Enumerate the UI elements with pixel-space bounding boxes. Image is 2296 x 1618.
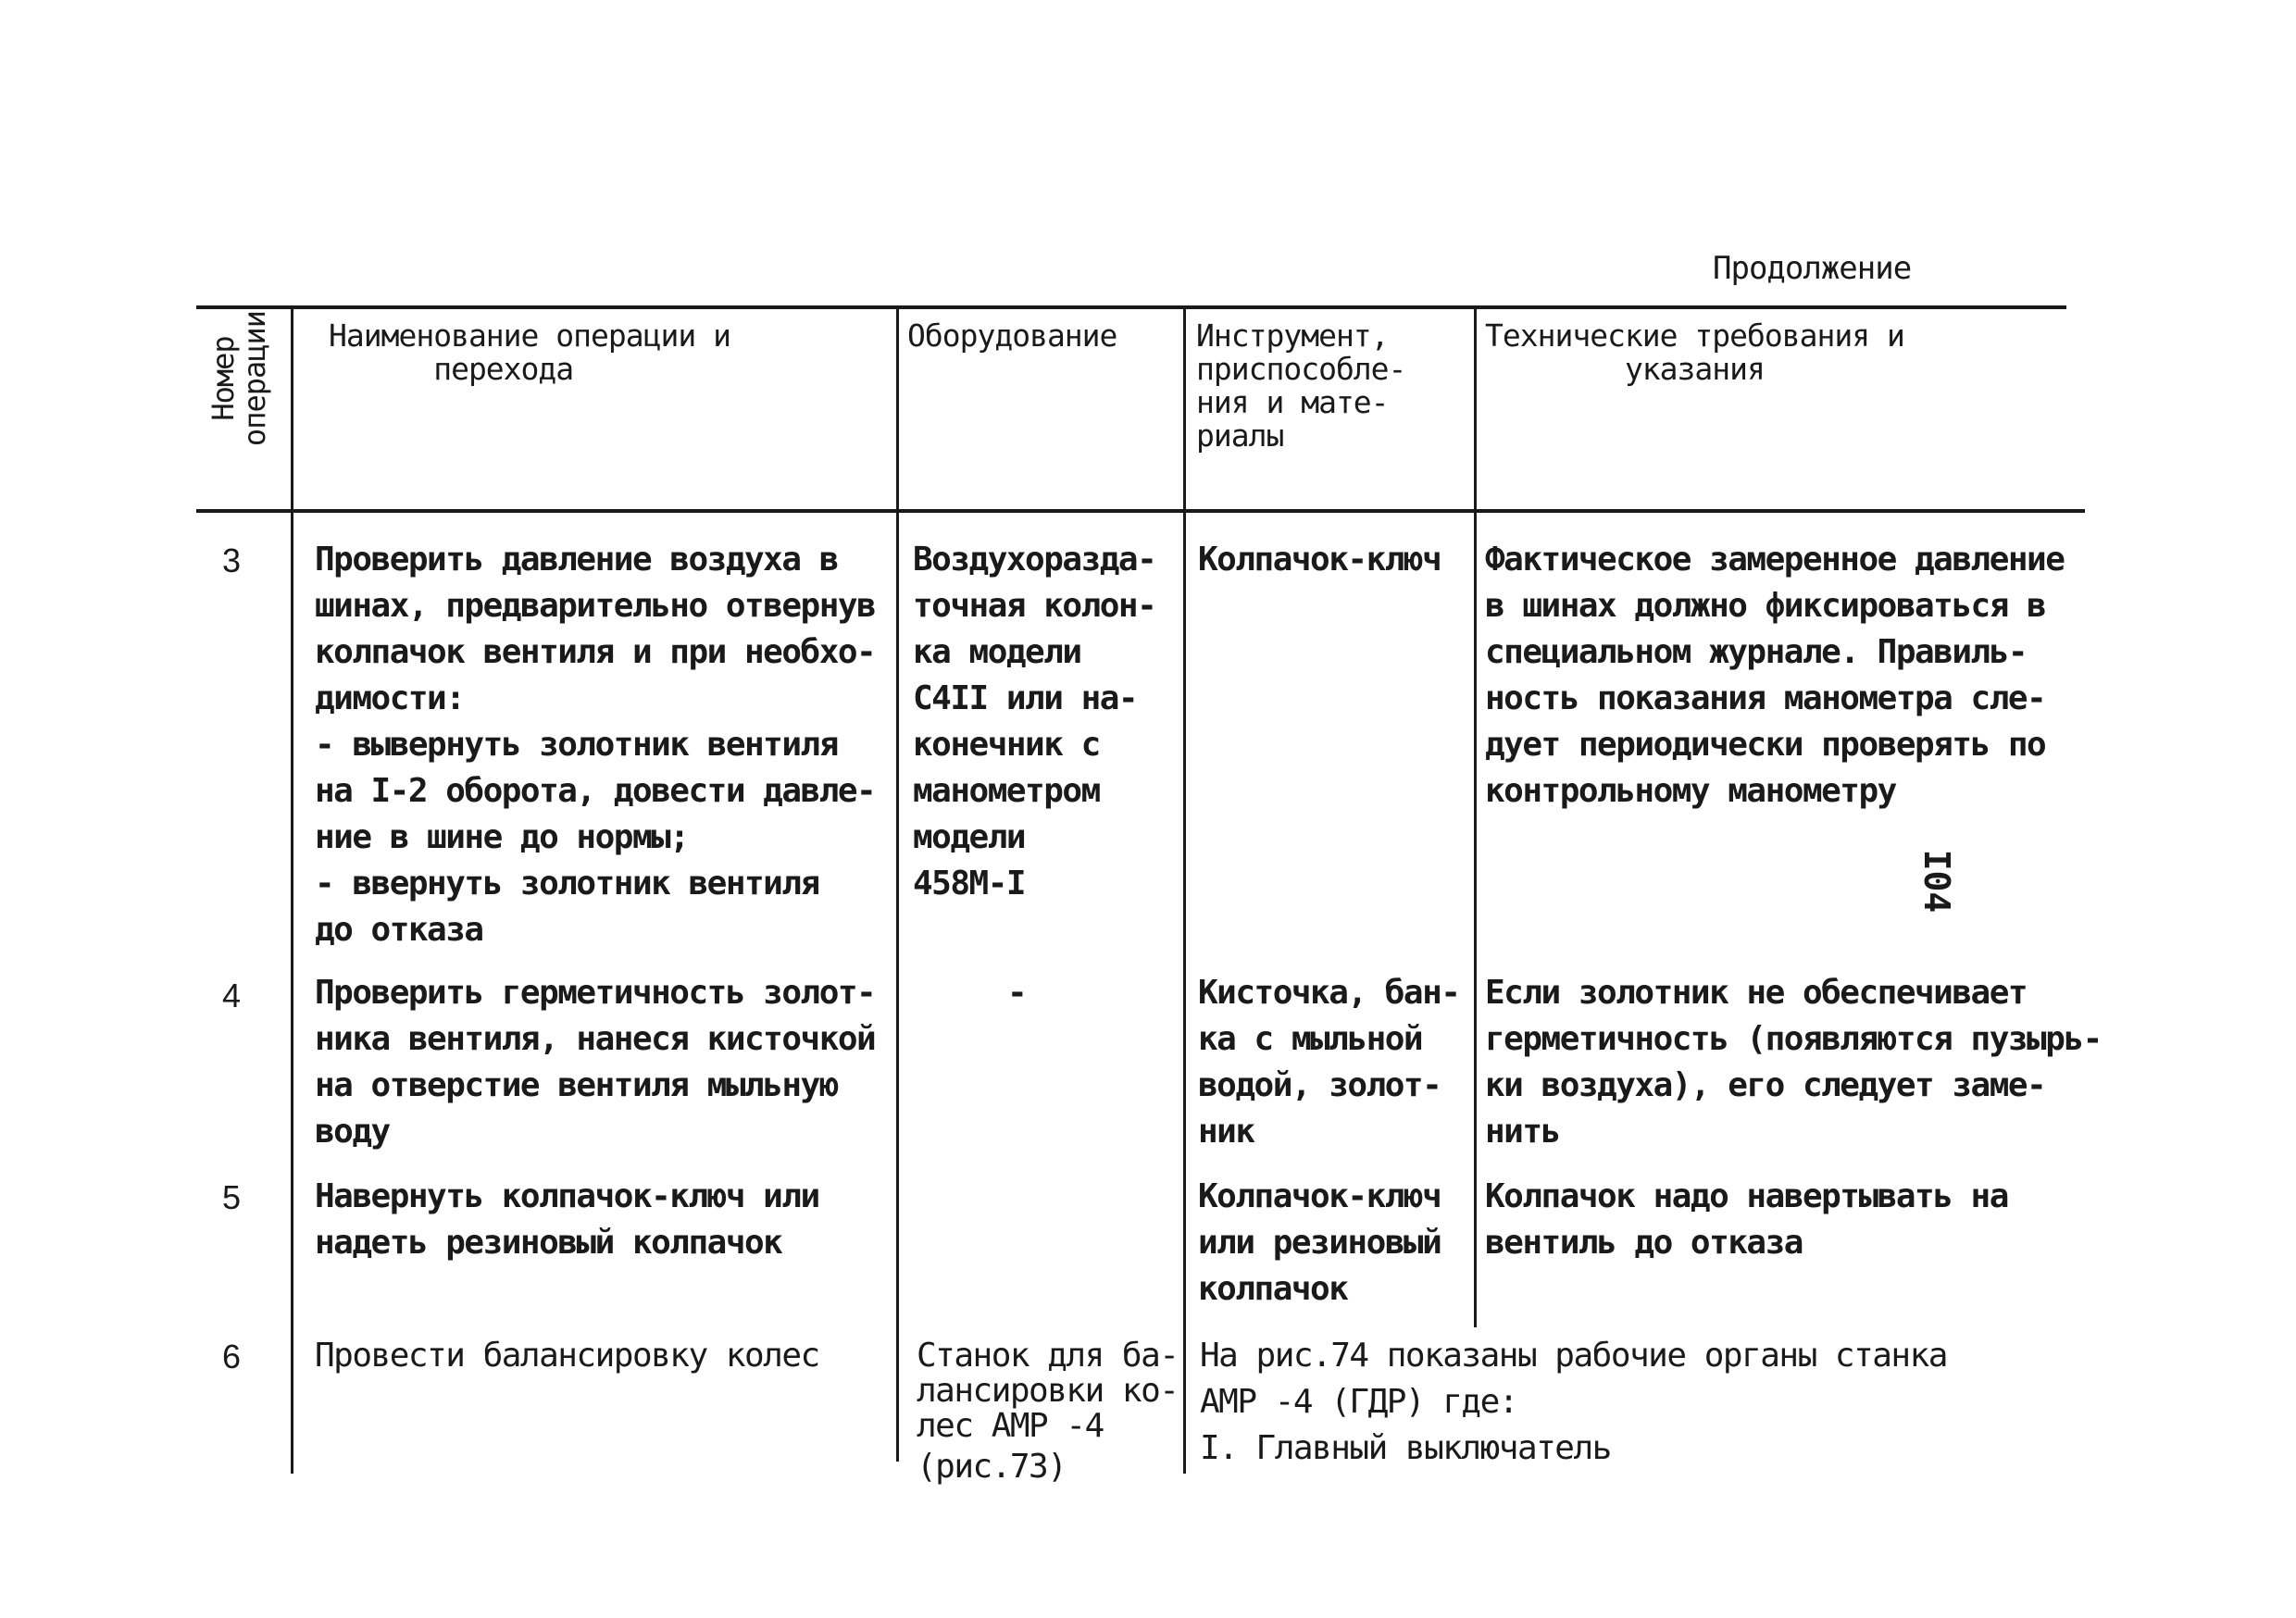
row-3-equipment: Воздухоразда- точная колон- ка модели С4II или на- конечник с манометром модели 458М-I — [913, 541, 1156, 902]
continuation-label: Продолжение — [1713, 250, 1912, 287]
table-top-rule — [196, 305, 2066, 309]
row-3-name: Проверить давление воздуха в шинах, предварительно отвернув колпачок вентиля и при необхо- димости: - вывернуть золотник вентиля на I-2 оборота, довести давле- ние в шине до нормы; - ввернуть золотник вентиля до отказа — [315, 541, 876, 949]
col-divider-4 — [1474, 309, 1477, 1327]
row-3-tools: Колпачок-ключ — [1198, 541, 1441, 579]
header-requirements: Технические требования и указания — [1485, 317, 1904, 387]
row-5-number: 5 — [221, 1178, 242, 1216]
col-divider-2 — [896, 309, 899, 1462]
row-6-name: Провести балансировку колес — [315, 1337, 819, 1375]
row-6-equipment: Станок для ба- лансировки ко- лес АМР -4 — [917, 1337, 1179, 1445]
row-5-tools: Колпачок-ключ или резиновый колпачок — [1198, 1177, 1441, 1308]
header-bottom-rule — [196, 509, 2085, 513]
row-6-equipment-ref: (рис.73) — [917, 1448, 1067, 1486]
row-4-requirements: Если золотник не обеспечивает герметичность (появляются пузырь- ки воздуха), его следует заме- нить — [1485, 974, 2102, 1151]
row-6-tools-requirements: На рис.74 показаны рабочие органы станка АМР -4 (ГДР) где: I. Главный выключатель — [1200, 1337, 1947, 1467]
header-op-name: Наименование операции и перехода — [329, 317, 730, 387]
header-tools: Инструмент, приспособле- ния и мате- риалы — [1196, 317, 1406, 454]
header-equipment: Оборудование — [907, 317, 1117, 354]
row-5-name: Навернуть колпачок-ключ или надеть резиновый колпачок — [315, 1177, 819, 1262]
row-5-requirements: Колпачок надо навертывать на вентиль до отказа — [1485, 1177, 2008, 1262]
row-6-number: 6 — [221, 1338, 242, 1375]
row-4-number: 4 — [221, 977, 242, 1014]
row-3-requirements: Фактическое замеренное давление в шинах должно фиксироваться в специальном журнале. Правиль- ность показания манометра сле- дует периодически проверять по контрольному манометру — [1485, 541, 2065, 810]
col-divider-3 — [1183, 309, 1186, 1474]
row-4-name: Проверить герметичность золот- ника вентиля, нанеся кисточкой на отверстие вентиля мыльную воду — [315, 974, 876, 1151]
row-4-equipment: - — [1007, 974, 1027, 1012]
row-3-number: 3 — [221, 541, 242, 579]
col-divider-1 — [291, 309, 293, 1474]
row-4-tools: Кисточка, бан- ка с мыльной водой, золот- ник — [1198, 974, 1460, 1151]
